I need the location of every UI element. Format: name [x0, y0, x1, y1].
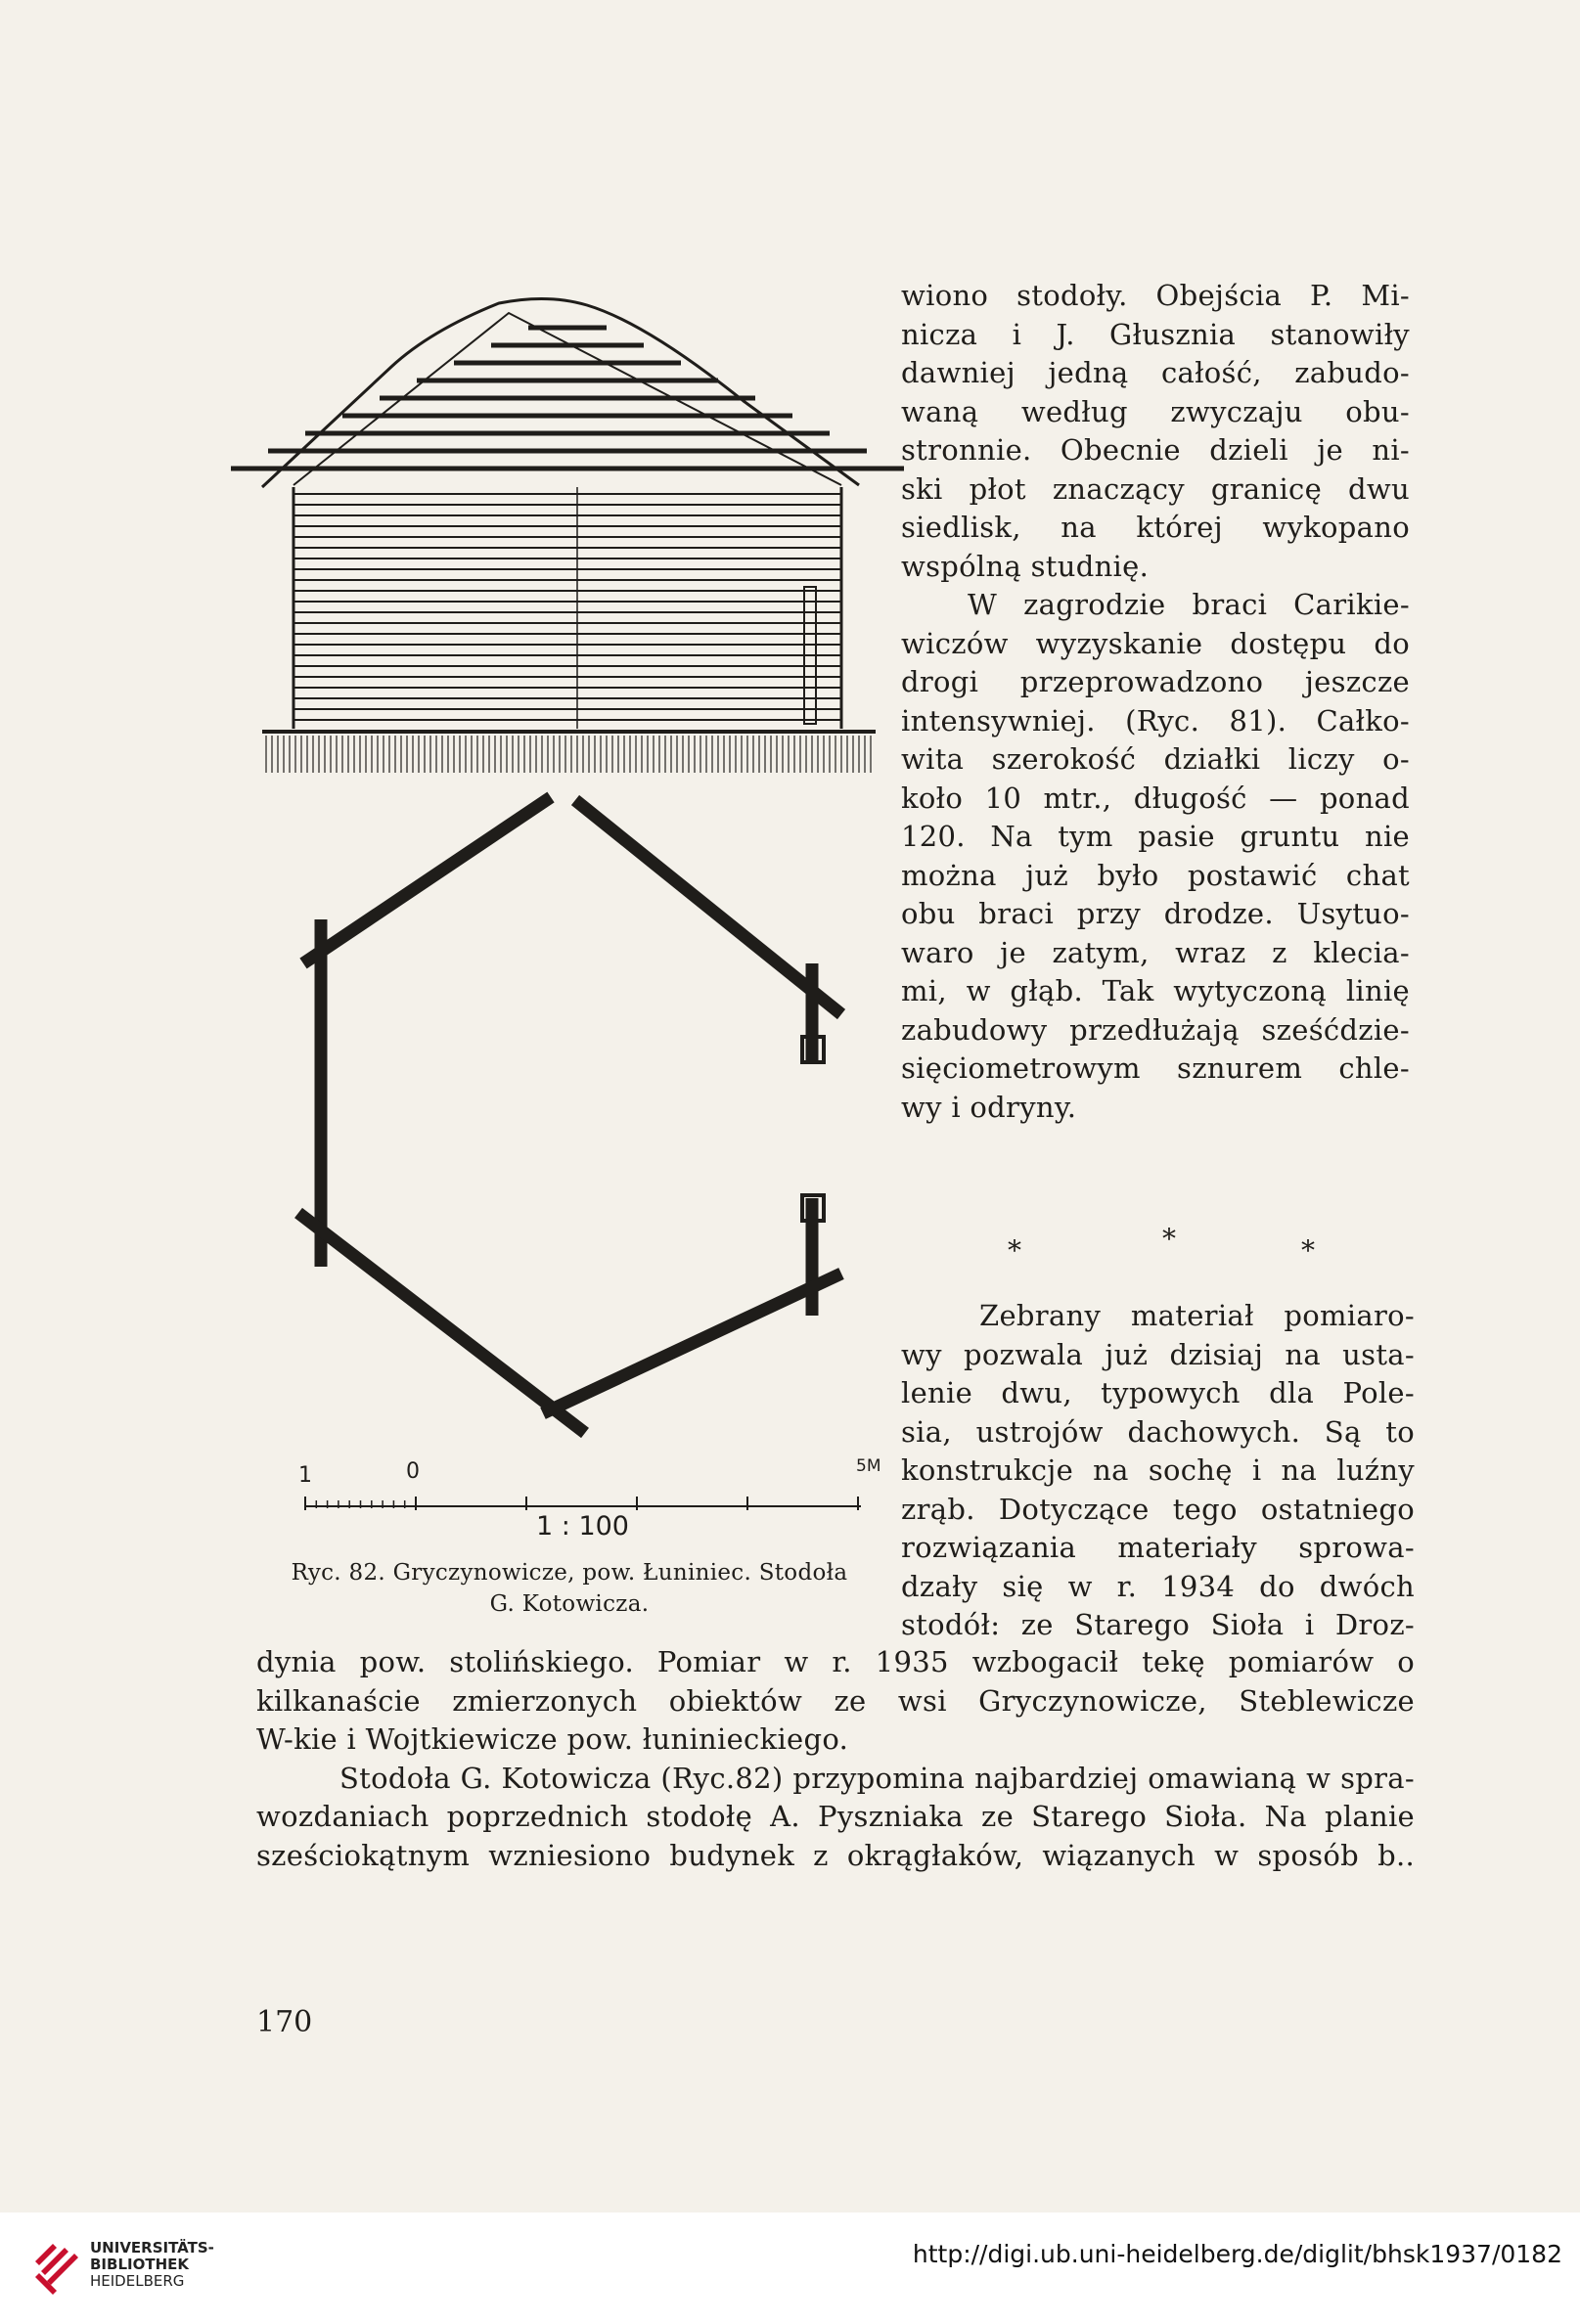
text-line: stodół: ze Starego Sioła i Droz-	[901, 1608, 1415, 1641]
text-line: mi, w głąb. Tak wytyczoną linię	[901, 974, 1410, 1007]
permalink-url[interactable]: http://digi.ub.uni-heidelberg.de/diglit/bhsk1937/0182	[912, 2240, 1562, 2268]
text-line: wspólną studnię.	[901, 549, 1150, 583]
star: *	[1008, 1234, 1021, 1267]
text-line: W-kie i Wojtkiewicze pow. łuninieckiego.	[256, 1722, 849, 1756]
text-line: rozwiązania materiały sprowa-	[901, 1531, 1415, 1564]
text-line: Stodoła G. Kotowicza (Ryc.82) przypomina najbardziej omawianą w spra-	[339, 1761, 1415, 1795]
caption-line-2: G. Kotowicza.	[489, 1591, 650, 1617]
section-separator	[1008, 1223, 1321, 1267]
text-line: stronnie. Obecnie dzieli je ni-	[901, 433, 1410, 467]
text-line: obu braci przy drodze. Usytuo-	[901, 897, 1410, 930]
text-line: W zagrodzie braci Carikie-	[968, 588, 1410, 621]
text-line: wy i odryny.	[901, 1090, 1077, 1124]
text-line: dawniej jedną całość, zabudo-	[901, 356, 1410, 389]
text-line: sześciokątnym wzniesiono budynek z okrągłaków, wiązanych w sposób b..	[256, 1838, 1415, 1872]
text-line: ski płot znaczący granicę dwu	[901, 471, 1410, 506]
star: *	[1162, 1223, 1176, 1255]
scale-label-0: 0	[406, 1459, 420, 1484]
text-line: sia, ustrojów dachowych. Są to	[901, 1414, 1415, 1449]
text-line: zrąb. Dotyczące tego ostatniego	[901, 1492, 1415, 1526]
scale-ratio: 1 : 100	[536, 1511, 629, 1542]
text-line: konstrukcje na sochę i na luźny	[901, 1453, 1415, 1487]
library-logo-icon	[27, 2232, 98, 2302]
text-line: intensywniej. (Ryc. 81). Całko-	[901, 703, 1410, 737]
text-full-width	[256, 1643, 1415, 1875]
text-line: wy pozwala już dzisiaj na usta-	[901, 1337, 1415, 1371]
barn-elevation	[231, 298, 904, 773]
text-line: wiczów wyzyskanie dostępu do	[901, 626, 1410, 660]
scale-label-1: 1	[298, 1463, 312, 1488]
text-column-bottom	[901, 1297, 1415, 1645]
hexagon-plan	[298, 797, 841, 1433]
text-line: lenie dwu, typowych dla Pole-	[901, 1376, 1415, 1409]
text-line: wita szerokość działki liczy o-	[901, 742, 1410, 776]
text-line: Zebrany materiał pomiaro-	[979, 1299, 1415, 1332]
text-line: waro je zatym, wraz z klecia-	[901, 935, 1410, 969]
text-line: koło 10 mtr., długość — ponad	[901, 781, 1410, 815]
text-line: siedlisk, na której wykopano	[901, 511, 1410, 544]
text-line: waną według zwyczaju obu-	[901, 394, 1410, 428]
library-name	[90, 2240, 214, 2290]
text-line: 120. Na tym pasie gruntu nie	[901, 820, 1410, 853]
scale-bar	[305, 1497, 861, 1510]
footer-bar	[0, 2212, 1580, 2324]
text-line: dynia pow. stolińskiego. Pomiar w r. 1935 wzbogacił tekę pomiarów o	[256, 1645, 1415, 1678]
text-line: zabudowy przedłużają sześćdzie-	[901, 1012, 1410, 1047]
library-line-1: UNIVERSITÄTS-	[90, 2239, 214, 2257]
text-line: wozdaniach poprzednich stodołę A. Pyszniaka ze Starego Sioła. Na planie	[256, 1800, 1415, 1833]
figure-caption	[256, 1557, 882, 1620]
text-line: nicza i J. Głusznia stanowiły	[901, 317, 1410, 351]
text-line: drogi przeprowadzono jeszcze	[901, 665, 1410, 698]
text-line: dzały się w r. 1934 do dwóch	[901, 1569, 1415, 1603]
library-line-2: BIBLIOTHEK	[90, 2256, 189, 2273]
text-line: wiono stodoły. Obejścia P. Mi-	[901, 279, 1410, 312]
scale-label-5m: 5M	[856, 1456, 881, 1476]
page-number: 170	[256, 2005, 313, 2039]
library-line-3: HEIDELBERG	[90, 2272, 185, 2290]
caption-line-1: Ryc. 82. Gryczynowicze, pow. Łuniniec. Stodoła	[291, 1560, 848, 1586]
text-line: można już było postawić chat	[901, 858, 1410, 892]
text-line: sięciometrowym sznurem chle-	[901, 1051, 1410, 1085]
text-line: kilkanaście zmierzonych obiektów ze wsi Gryczynowicze, Steblewicze	[256, 1683, 1415, 1718]
text-column-top	[901, 277, 1410, 1127]
star: *	[1301, 1234, 1315, 1267]
